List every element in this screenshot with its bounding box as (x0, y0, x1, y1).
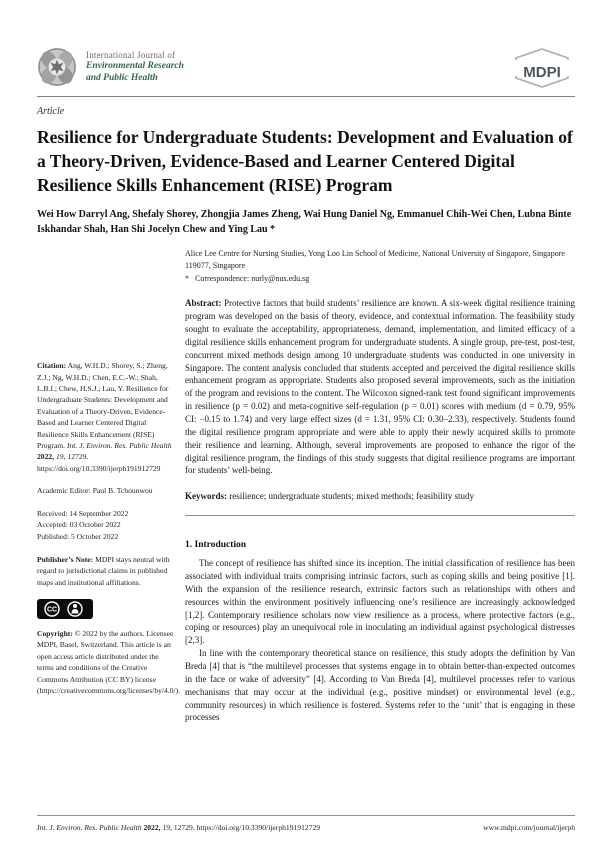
authors-line: Wei How Darryl Ang, Shefaly Shorey, Zhongjia James Zheng, Wai Hung Daniel Ng, Emmanuel Chih-Wei Chen, Lubna Binte Iskhandar Shah, Han Shi Jocelyn Chew and Ying Lau * (37, 209, 572, 235)
abstract-paragraph (185, 297, 575, 477)
citation-label: Citation: (37, 361, 67, 371)
affiliation-text: Alice Lee Centre for Nursing Studies, Yong Loo Lin School of Medicine, National University of Singapore, Singapore 119077, Singapore (185, 249, 565, 271)
by-person-icon (73, 604, 77, 608)
intro-paragraph-1: The concept of resilience has shifted since its inception. The initial classification of resilience has been associated with individual traits comprising intrinsic factors, such as coping skills and being positive [1]. With the expansion of the resilience research, extrinsic factors such as relationships with others and resources within the environment positively influencing one’s resilience are increasingly acknowledged [1,2]. Contemporary resilience scholars now view resilience as a process, where protective factors (e.g., coping or resources) play an unequivocal role in inoculating an individual against psychological distresses [2,3]. (185, 558, 575, 646)
journal-name-line2: Environmental Research (86, 60, 184, 71)
article-type-label: Article (37, 106, 65, 117)
published-date: 5 October 2022 (70, 532, 119, 542)
citation-block (37, 360, 175, 474)
paper-title: Resilience for Undergraduate Students: Development and Evaluation of a Theory-Driven, Evidence-Based and Learner Centered Digital Resilience Skills Enhancement (RISE) Program (37, 127, 573, 196)
received-date: 14 September 2022 (69, 508, 129, 518)
journal-brand (37, 47, 184, 87)
keywords-label: Keywords: (185, 491, 227, 502)
intro-paragraph-2: In line with the contemporary theoretical stance on resilience, this study adopts the definition by Van Breda [4] that is “the multilevel processes that systems engage in to obtain better-than-expected outcomes in the face or wake of adversity” [4]. According to Van Breda [4], multilevel processes refer to various mechanisms that may occur at the individual (e.g., positive mindset) or environmental level (e.g., community resources) in which resilience is fostered. Systems refer to the ‘unit’ that is engaging in these processes (185, 648, 575, 723)
mdpi-logo (509, 47, 575, 89)
copyright-block (37, 628, 181, 696)
citation-year: 2022, (37, 452, 55, 462)
academic-editor-name: Paul B. Tchounwou (92, 486, 153, 496)
affiliation-block (185, 248, 575, 284)
section-1-heading: 1. Introduction (185, 540, 247, 551)
copyright-label: Copyright: (37, 628, 73, 638)
accepted-row (37, 519, 175, 531)
page-footer (37, 815, 575, 832)
publishers-note-label: Publisher’s Note: (37, 554, 94, 564)
correspondence-marker: * (185, 273, 189, 283)
correspondence-email[interactable]: Correspondence: nurly@nus.edu.sg (195, 273, 310, 283)
citation-volume: 19, (56, 452, 66, 462)
citation-journal: Int. J. Environ. Res. Public Health (66, 440, 172, 450)
published-label: Published: (37, 532, 70, 542)
main-text-column (185, 297, 575, 724)
keywords-text: resilience; undergraduate students; mixed methods; feasibility study (229, 491, 475, 502)
keywords-divider (185, 515, 575, 516)
academic-editor-block (37, 485, 175, 496)
publishers-note-text: MDPI stays neutral with regard to jurisdictional claims in published maps and institutional affiliations. (37, 554, 170, 587)
dates-block (37, 508, 175, 543)
left-margin-column (37, 297, 181, 724)
cc-by-license-badge[interactable] (37, 599, 93, 619)
mdpi-logo-text: MDPI (523, 63, 561, 81)
citation-doi[interactable]: 12729. https://doi.org/10.3390/ijerph191912729 (37, 452, 161, 473)
journal-name-line1: International Journal of (86, 49, 176, 60)
footer-citation (37, 823, 320, 832)
footer-year: 2022, (143, 823, 161, 832)
cc-icon: CC (46, 606, 58, 614)
footer-journal-url[interactable]: www.mdpi.com/journal/ijerph (483, 823, 575, 832)
citation-text: Ang, W.H.D.; Shorey, S.; Zheng, Z.J.; Ng, W.H.D.; Chen, E.C.-W.; Shah, L.B.I.; Chew, H.S.J.; Lau, Y. Resilience for Undergraduate Students: Development and Evaluation of a Theory-Driven, Evidence-Based and Learner Centered Digital Resilience Skills Enhancement (RISE) Program. (37, 361, 169, 450)
abstract-text: Protective factors that build students’ resilience are known. A six-week digital resilience training program was developed on the basis of theory, evidence, and contextual information. The feasibility study sought to evaluate the acceptability, appropriateness, demand, implementation, and limited efficacy of a digital resilience skills enhancement program for undergraduate students. A single group, pre-test, post-test, concurrent mixed methods design among 10 undergraduate students was conducted in one university in Singapore. The content analysis concluded that students accepted and perceived the digital resilience skills enhancement program as appropriate. Students also proposed several improvements, such as the initiation of the program and revisions to the content. The Wilcoxon signed-rank test found significant improvements in resilience (p = 0.02) and meta-cognitive self-regulation (p = 0.01) scores with medium (d = 0.79, 95% CI: −0.15 to 1.74) and very large effect sizes (d = 1.31, 95% CI: 0.30–2.33), respectively. Students found the digital resilience program appropriate and were able to apply their newly acquired skills to promote their resilience and learning. Although, several improvements are proposed to enhance the rigor of the digital resilience program, the findings of this study suggests that digital resilience programs are important for students’ well-being. (185, 298, 576, 476)
masthead (37, 47, 575, 89)
abstract-label: Abstract: (185, 298, 222, 309)
publishers-note-block (37, 554, 175, 588)
copyright-text: © 2022 by the authors. Licensee MDPI, Basel, Switzerland. This article is an open access article distributed under the terms and conditions of the Creative Commons Attribution (CC BY) license (https://creativecommons.org/licenses/by/4.0/). (37, 628, 181, 695)
footer-journal-name: Int. J. Environ. Res. Public Health (37, 823, 142, 832)
published-row (37, 531, 175, 543)
accepted-date: 03 October 2022 (69, 520, 121, 530)
header-divider (37, 96, 575, 97)
academic-editor-label: Academic Editor: (37, 486, 91, 496)
footer-doi[interactable]: 19, 12729. https://doi.org/10.3390/ijerph191912729 (162, 823, 321, 832)
journal-name-line3: and Public Health (86, 73, 158, 83)
footer-divider (37, 815, 575, 816)
received-label: Received: (37, 508, 68, 518)
journal-logo-icon (37, 47, 77, 87)
accepted-label: Accepted: (37, 520, 68, 530)
received-row (37, 508, 175, 520)
correspondence-row (185, 273, 575, 285)
journal-name (86, 50, 184, 85)
keywords-line (185, 490, 575, 503)
